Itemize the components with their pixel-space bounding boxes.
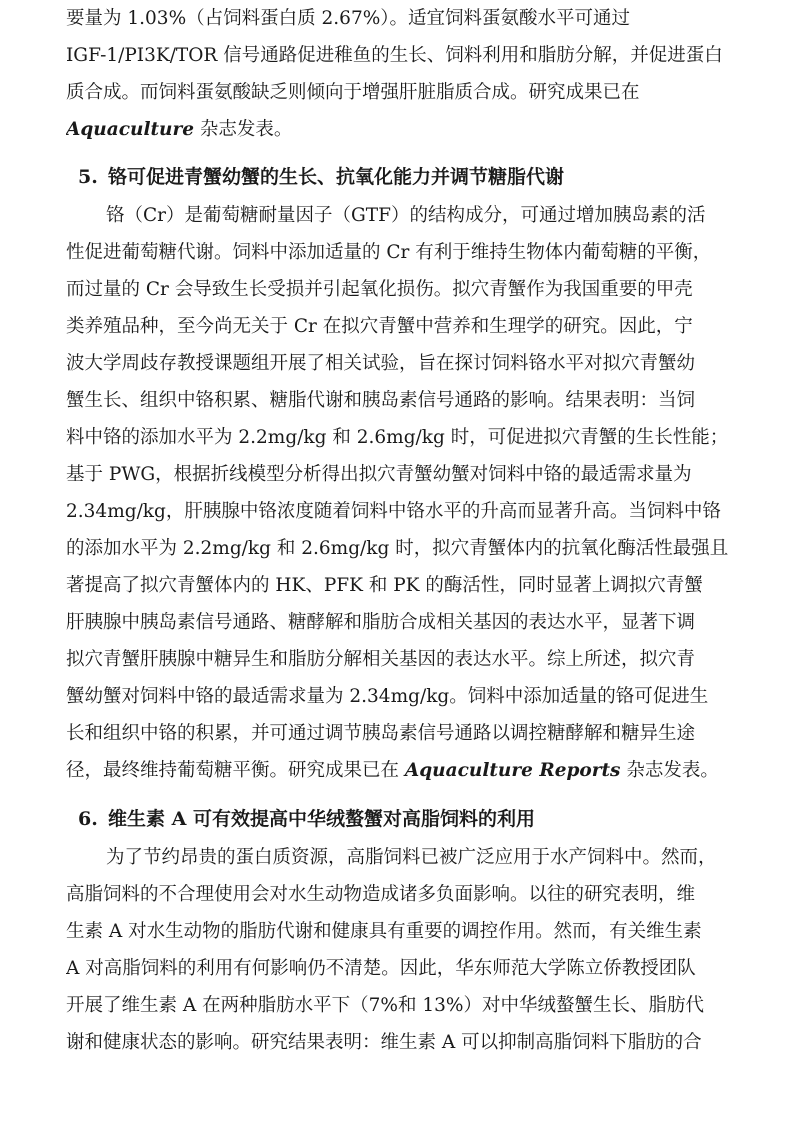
paragraph-line: A 对高脂饲料的利用有何影响仍不清楚。因此，华东师范大学陈立侨教授团队	[66, 958, 696, 979]
paragraph-line: 高脂饲料的不合理使用会对水生动物造成诸多负面影响。以往的研究表明，维	[66, 884, 696, 905]
paragraph-line: 的添加水平为 2.2mg/kg 和 2.6mg/kg 时，拟穴青蟹体内的抗氧化酶活性最强且	[66, 538, 729, 559]
paragraph-text: 杂志发表。	[193, 119, 293, 140]
paragraph-line	[66, 115, 746, 145]
paragraph-line: IGF-1/PI3K/TOR 信号通路促进稚鱼的生长、饲料利用和脂肪分解，并促进蛋白	[66, 45, 723, 66]
paragraph-line: 蟹生长、组织中铬积累、糖脂代谢和胰岛素信号通路的影响。结果表明：当饲	[66, 390, 696, 411]
paragraph-line	[66, 756, 746, 786]
journal-name: Aquaculture Reports	[404, 760, 621, 781]
paragraph-line: 为了节约昂贵的蛋白质资源，高脂饲料已被广泛应用于水产饲料中。然而，	[106, 847, 717, 868]
paragraph-text: 杂志发表。	[620, 760, 719, 781]
section-heading	[78, 162, 564, 192]
paragraph-line: 基于 PWG，根据折线模型分析得出拟穴青蟹幼蟹对饲料中铬的最适需求量为	[66, 464, 692, 485]
section-number: 5.	[78, 166, 98, 188]
section-title: 铬可促进青蟹幼蟹的生长、抗氧化能力并调节糖脂代谢	[108, 166, 565, 188]
paragraph-line: 开展了维生素 A 在两种脂肪水平下（7%和 13%）对中华绒螯蟹生长、脂肪代	[66, 995, 704, 1016]
paragraph-line: 著提高了拟穴青蟹体内的 HK、PFK 和 PK 的酶活性，同时显著上调拟穴青蟹	[66, 575, 703, 596]
paragraph-line: 料中铬的添加水平为 2.2mg/kg 和 2.6mg/kg 时，可促进拟穴青蟹的生长性能；	[66, 427, 729, 448]
section-number: 6.	[78, 808, 98, 830]
journal-name: Aquaculture	[66, 119, 194, 140]
paragraph-line: 肝胰腺中胰岛素信号通路、糖酵解和脂肪合成相关基因的表达水平，显著下调	[66, 612, 696, 633]
paragraph-line: 性促进葡萄糖代谢。饲料中添加适量的 Cr 有利于维持生物体内葡萄糖的平衡，	[66, 242, 712, 263]
section-title: 维生素 A 可有效提高中华绒螯蟹对高脂饲料的利用	[108, 808, 535, 830]
section-heading	[78, 804, 535, 834]
paragraph-text: 径，最终维持葡萄糖平衡。研究成果已在	[66, 760, 405, 781]
paragraph-line: 类养殖品种，至今尚无关于 Cr 在拟穴青蟹中营养和生理学的研究。因此，宁	[66, 316, 693, 337]
paragraph-line: 长和组织中铬的积累，并可通过调节胰岛素信号通路以调控糖酵解和糖异生途	[66, 723, 696, 744]
paragraph-line: 谢和健康状态的影响。研究结果表明：维生素 A 可以抑制高脂饲料下脂肪的合	[66, 1032, 702, 1053]
paragraph-line: 生素 A 对水生动物的脂肪代谢和健康具有重要的调控作用。然而，有关维生素	[66, 921, 702, 942]
paragraph-line: 而过量的 Cr 会导致生长受损并引起氧化损伤。拟穴青蟹作为我国重要的甲壳	[66, 279, 693, 300]
paragraph-line: 波大学周歧存教授课题组开展了相关试验，旨在探讨饲料铬水平对拟穴青蟹幼	[66, 353, 696, 374]
paragraph-line: 铬（Cr）是葡萄糖耐量因子（GTF）的结构成分，可通过增加胰岛素的活	[106, 205, 706, 226]
paragraph-line: 要量为 1.03%（占饲料蛋白质 2.67%）。适宜饲料蛋氨酸水平可通过	[66, 8, 631, 29]
paragraph-line: 2.34mg/kg，肝胰腺中铬浓度随着饲料中铬水平的升高而显著升高。当饲料中铬	[66, 501, 721, 522]
paragraph-line: 质合成。而饲料蛋氨酸缺乏则倾向于增强肝脏脂质合成。研究成果已在	[66, 82, 640, 103]
paragraph-line: 拟穴青蟹肝胰腺中糖异生和脂肪分解相关基因的表达水平。综上所述，拟穴青	[66, 649, 696, 670]
paragraph-line: 蟹幼蟹对饲料中铬的最适需求量为 2.34mg/kg。饲料中添加适量的铬可促进生	[66, 686, 709, 707]
